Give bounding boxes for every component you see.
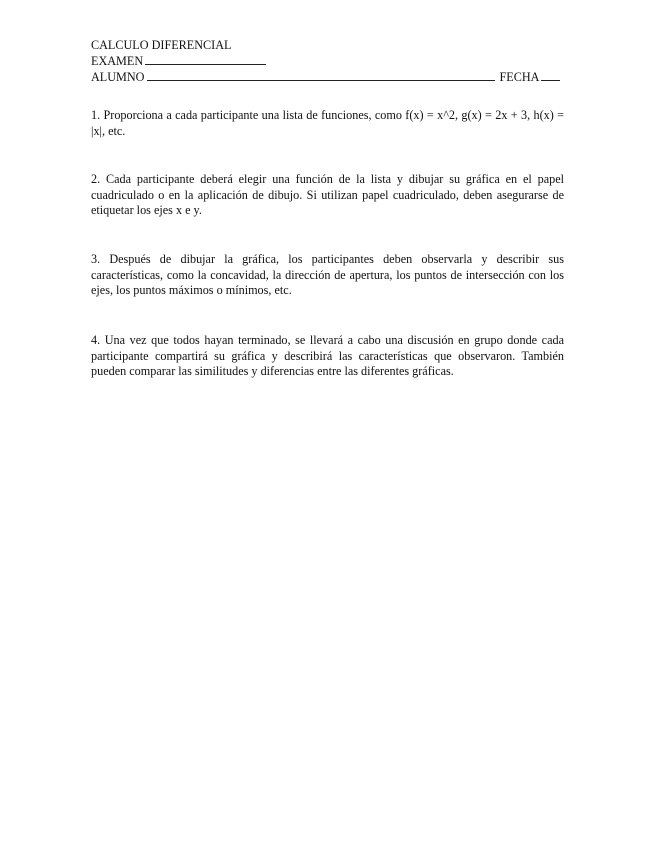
instruction-item-2: 2. Cada participante deberá elegir una función de la lista y dibujar su gráfica en el papel cuadriculado o en la aplicación de dibujo. Si utilizan papel cuadriculado, deben asegurarse de etiquetar los ejes x e y. — [91, 172, 564, 218]
date-label: FECHA — [499, 70, 540, 84]
date-blank — [541, 69, 560, 81]
instruction-item-1: 1. Proporciona a cada participante una lista de funciones, como f(x) = x^2, g(x) = 2x + 3, h(x) = |x|, etc. — [91, 108, 564, 138]
student-line — [91, 69, 564, 85]
exam-label: EXAMEN — [91, 54, 144, 68]
student-label: ALUMNO — [91, 70, 145, 84]
course-title: CALCULO DIFERENCIAL — [91, 38, 232, 52]
instruction-item-4: 4. Una vez que todos hayan terminado, se llevará a cabo una discusión en grupo donde cada participante compartirá su gráfica y describirá las características que observaron. También pueden comparar las similitudes y diferencias entre las diferentes gráficas. — [91, 333, 564, 379]
course-title-line — [91, 38, 564, 53]
instruction-item-3: 3. Después de dibujar la gráfica, los participantes deben observarla y describir sus características, como la concavidad, la dirección de apertura, los puntos de intersección con los ejes, los puntos máximos o mínimos, etc. — [91, 252, 564, 298]
exam-page — [91, 38, 564, 379]
exam-line — [91, 53, 564, 69]
student-name-blank — [147, 69, 495, 81]
exam-blank — [145, 53, 266, 65]
